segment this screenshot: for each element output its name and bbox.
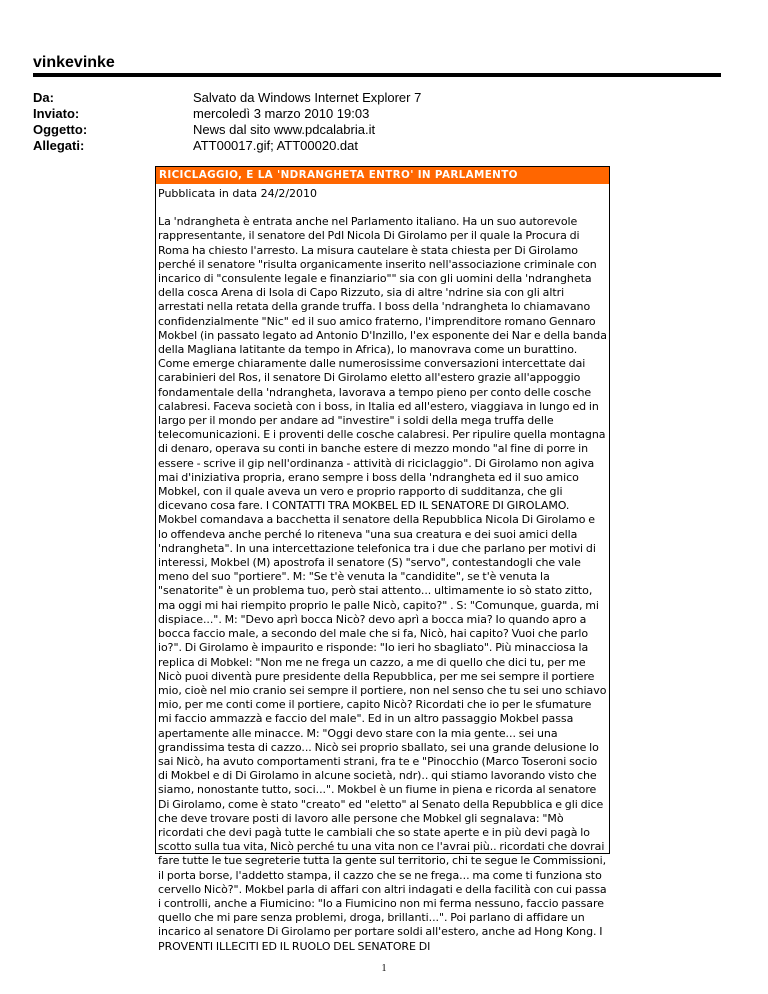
meta-value: Salvato da Windows Internet Explorer 7	[193, 90, 422, 105]
meta-label: Allegati:	[33, 138, 85, 153]
meta-row-attachments	[33, 138, 421, 154]
news-article	[155, 166, 610, 953]
meta-value: News dal sito www.pdcalabria.it	[193, 122, 376, 137]
meta-row-subject	[33, 122, 421, 138]
article-body: La 'ndrangheta è entrata anche nel Parlamento italiano. Ha un suo autorevole rappresentante, il senatore del Pdl Nicola Di Girolamo per il quale la Procura di Roma ha chiesto l'arresto. La misura cautelare è stata chiesta per Di Girolamo perché il senatore "risulta organicamente inserito nell'associazione criminale con incarico di "consulente legale e finanziario"" sia con gli uomini della 'ndrangheta della cosca Arena di Isola di Capo Rizzuto, sia di altre 'ndrine sia con gli altri arrestati nella retata della grande truffa. I boss della 'ndrangheta lo chiamavano confidenzialmente "Nic" ed il suo amico fraterno, l'imprenditore romano Gennaro Mokbel (in passato legato ad Antonio D'Inzillo, l'ex esponente dei Nar e della banda della Magliana latitante da tempo in Africa), lo manovrava come un burattino. Come emerge chiaramente dalle numerosissime conversazioni intercettate dai carabinieri del Ros, il senatore Di Girolamo eletto all'estero grazie all'appoggio fondamentale della 'ndrangheta, lavorava a tempo pieno per conto delle cosche calabresi. Faceva società con i boss, in Italia ed all'estero, viaggiava in lungo ed in largo per il mondo per andare ad "investire" i soldi della mega truffa delle telecomunicazioni. E i proventi delle cosche calabresi. Per ripulire quella montagna di denaro, operava su conti in banche estere di mezzo mondo "al fine di porre in essere - scrive il gip nell'ordinanza - attività di riciclaggio". Di Girolamo non agiva mai d'iniziativa propria, erano sempre i boss della 'ndrangheta ed il suo amico Mobkel, con il quale aveva un vero e proprio rapporto di sudditanza, che gli dicevano cosa fare. I CONTATTI TRA MOKBEL ED IL SENATORE DI GIROLAMO. Mokbel comandava a bacchetta il senatore della Repubblica Nicola Di Girolamo e lo offendeva anche perché lo riteneva "una sua creatura e dei suoi amici della 'ndrangheta". In una intercettazione telefonica tra i due che parlano per motivi di interessi, Mokbel (M) apostrofa il senatore (S) "servo", contestandogli che vale meno del suo "portiere". M: "Se t'è venuta la "candidite", se t'è venuta la "senatorite" è un problema tuo, però stai attento... ultimamente io sò stato zitto, ma oggi mi hai riempito proprio le palle Nicò, capito?" . S: "Comunque, guarda, mi dispiace...". M: "Devo aprì bocca Nicò? devo aprì a bocca mia? Io quando apro a bocca faccio male, a secondo del male che si fa, Nicò, hai capito? Vuoi che parlo io?". Di Girolamo è impaurito e risponde: "Io ieri ho sbagliato". Più minacciosa la replica di Mobkel: "Non me ne frega un cazzo, a me di quello che dici tu, per me Nicò puoi diventà pure presidente della Repubblica, per me sei sempre il portiere mio, cioè nel mio cranio sei sempre il portiere, non nel senso che tu sei uno schiavo mio, per me conti come il portiere, capito Nicò? Ricordati che io per le sfumature mi faccio ammazzà e faccio del male". Ed in un altro passaggio Mokbel passa apertamente alle minacce. M: "Oggi devo stare con la mia gente... sei una grandissima testa di cazzo... Nicò sei proprio sballato, sei una grande delusione lo sai Nicò, ha avuto comportamenti strani, fra te e "Pinocchio (Marco Toseroni socio di Mokbel e di Di Girolamo in alcune società, ndr).. qui stiamo lavorando visto che siamo, nonostante tutto, soci...". Mokbel è un fiume in piena e ricorda al senatore Di Girolamo, come è stato "creato" ed "eletto" al Senato della Repubblica e gli dice che deve trovare posti di lavoro alle persone che Mobkel gli segnalava: "Mò ricordati che devi pagà tutte le cambiali che so state aperte e in più devi pagà lo scotto sulla tua vita, Nicò perché tu una vita non ce l'avrai più.. ricordati che dovrai fare tutte le tue segreterie tutta la gente sul territorio, chi te segue le Commissioni, il porta borse, l'addetto stampa, il cazzo che se ne frega... ma come ti funziona sto cervello Nicò?". Mokbel parla di affari con altri indagati e della facilità con cui passa i controlli, anche a Fiumicino: "Io a Fiumicino non mi ferma nessuno, faccio passare quello che mi pare senza problemi, droga, brillanti...". Poi parlano di affidare un incarico al senatore Di Girolamo per portare soldi all'estero, anche ad Hong Kong. I PROVENTI ILLECITI ED IL RUOLO DEL SENATORE DI	[158, 215, 607, 953]
meta-row-sent	[33, 106, 421, 122]
meta-row-from	[33, 90, 421, 106]
page-number: 1	[381, 963, 387, 974]
sender-name: vinkevinke	[33, 54, 115, 71]
meta-value: mercoledì 3 marzo 2010 19:03	[193, 106, 370, 121]
meta-value: ATT00017.gif; ATT00020.dat	[193, 138, 359, 153]
header-divider	[33, 73, 721, 77]
email-metadata	[33, 90, 421, 154]
article-date: Pubblicata in data 24/2/2010	[158, 187, 318, 200]
meta-label: Oggetto:	[33, 122, 88, 137]
meta-label: Da:	[33, 90, 54, 105]
article-title: RICICLAGGIO, E LA 'NDRANGHETA ENTRO' IN PARLAMENTO	[156, 167, 609, 184]
meta-label: Inviato:	[33, 106, 80, 121]
